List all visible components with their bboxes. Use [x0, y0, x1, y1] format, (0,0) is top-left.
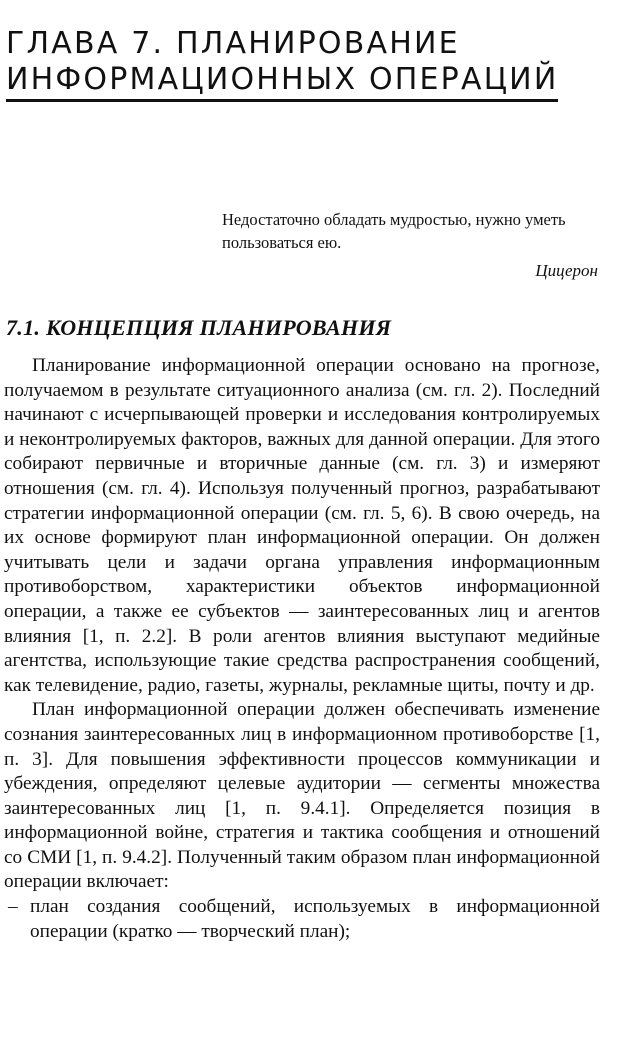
paragraph: Планирование информационной операции основано на прогнозе, получаемом в результате ситуационного анализа (см. гл. 2). Последний начинают с исчерпывающей проверки и исследования контролируемых и неконтролируемых факторов, важных для данной операции. Для этого собирают первичные и вторичные данные (см. гл. 3) и измеряют отношения (см. гл. 4). Используя полученный прогноз, разрабатывают стратегии информационной операции (см. гл. 5, 6). В свою очередь, на их основе формируют план информационной операции. Он должен учитывать цели и задачи органа управления информационным противоборством, характеристики объектов информационной операции, а также ее субъектов — заинтересованных лиц и агентов влияния [1, п. 2.2]. В роли агентов влияния выступают медийные агентства, использующие такие средства распространения сообщений, как телевидение, радио, газеты, журналы, рекламные щиты, почту и др.: [4, 355, 600, 696]
paragraph: План информационной операции должен обеспечивать изменение сознания заинтересованных лиц в информационном противоборстве [1, п. 3]. Для повышения эффективности процессов коммуникации и убеждения, определяют целевые аудитории — сегменты множества заинтересованных лиц [1, п. 9.4.1]. Определяется позиция в информационной войне, стратегия и тактика сообщения и отношений со СМИ [1, п. 9.4.2]. Полученный таким образом план информационной операции включает:: [4, 699, 600, 893]
bullet-list: [4, 895, 600, 944]
chapter-heading: [6, 26, 598, 102]
chapter-heading-line-2: ИНФОРМАЦИОННЫХ ОПЕРАЦИЙ: [6, 62, 558, 102]
section-title: 7.1. КОНЦЕПЦИЯ ПЛАНИРОВАНИЯ: [6, 315, 392, 340]
body-text: [4, 354, 600, 944]
epigraph-author: Цицерон: [535, 261, 598, 280]
epigraph-text: Недостаточно обладать мудростью, нужно уметь пользоваться ею.: [222, 210, 566, 252]
list-item-text: план создания сообщений, используемых в информационной операции (кратко — творческий план);: [30, 896, 600, 942]
dash-marker: –: [8, 896, 18, 918]
chapter-heading-line-1: ГЛАВА 7. ПЛАНИРОВАНИЕ: [6, 26, 460, 61]
epigraph: [222, 208, 600, 282]
list-item: [4, 895, 600, 944]
